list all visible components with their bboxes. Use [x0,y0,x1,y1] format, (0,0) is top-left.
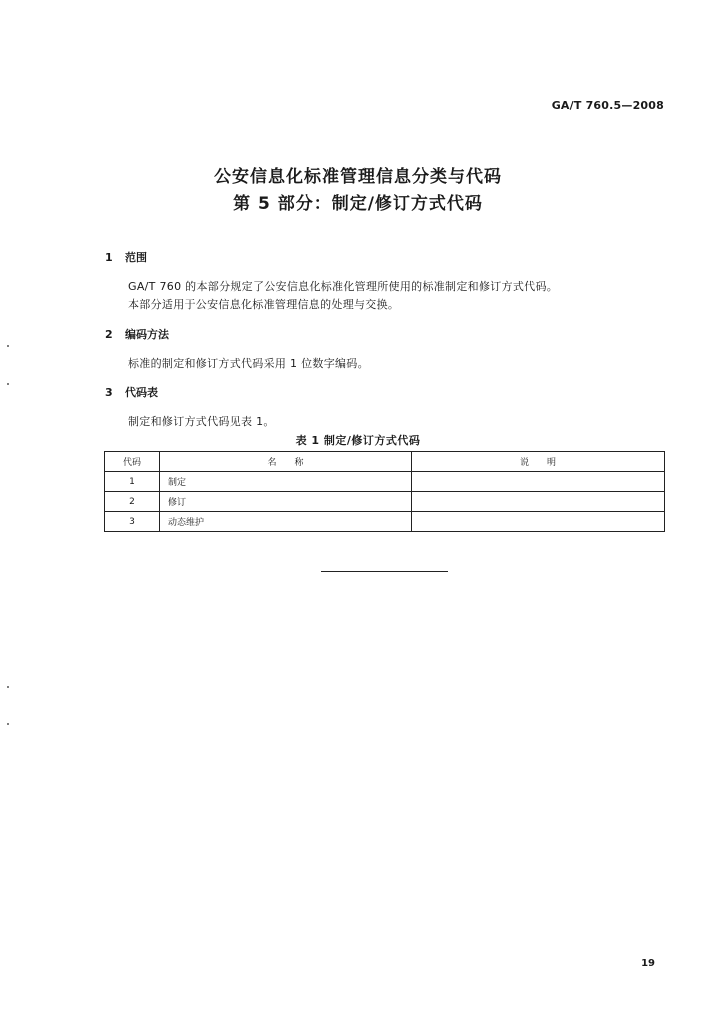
table-row [105,472,665,492]
cell-code: 2 [105,492,160,512]
paragraph: 制定和修订方式代码见表 1。 [128,415,275,428]
scan-speck [7,686,9,688]
scan-speck [7,383,9,385]
column-header-code: 代码 [105,452,160,472]
section-title: 范围 [125,251,147,264]
standard-number: GA/T 760.5—2008 [551,99,664,112]
column-header-description: 说 明 [412,452,665,472]
column-header-name: 名 称 [160,452,412,472]
section-number: 3 [105,386,113,399]
cell-code: 1 [105,472,160,492]
cell-code: 3 [105,512,160,532]
document-subtitle: 第 5 部分：制定/修订方式代码 [233,194,483,214]
scan-speck [7,345,9,347]
table-row [105,512,665,532]
page-number: 19 [641,958,655,969]
table-header-row [105,452,665,472]
document-title: 公安信息化标准管理信息分类与代码 [214,167,502,187]
cell-description [412,512,665,532]
paragraph: 标准的制定和修订方式代码采用 1 位数字编码。 [128,357,369,370]
section-heading-scope [105,249,147,265]
scan-speck [7,723,9,725]
cell-name: 修订 [160,492,412,512]
paragraph: 本部分适用于公安信息化标准管理信息的处理与交换。 [128,298,400,311]
table-caption: 表 1 制定/修订方式代码 [295,434,421,447]
code-table [104,451,665,532]
section-number: 2 [105,328,113,341]
section-heading-coding-method [105,326,169,342]
cell-name: 制定 [160,472,412,492]
section-number: 1 [105,251,113,264]
section-title: 代码表 [125,386,158,399]
section-title: 编码方法 [125,328,169,341]
end-of-document-rule [321,571,448,572]
paragraph: GA/T 760 的本部分规定了公安信息化标准化管理所使用的标准制定和修订方式代码。 [128,280,559,293]
section-heading-code-table [105,384,158,400]
table-row [105,492,665,512]
cell-description [412,472,665,492]
cell-name: 动态维护 [160,512,412,532]
cell-description [412,492,665,512]
